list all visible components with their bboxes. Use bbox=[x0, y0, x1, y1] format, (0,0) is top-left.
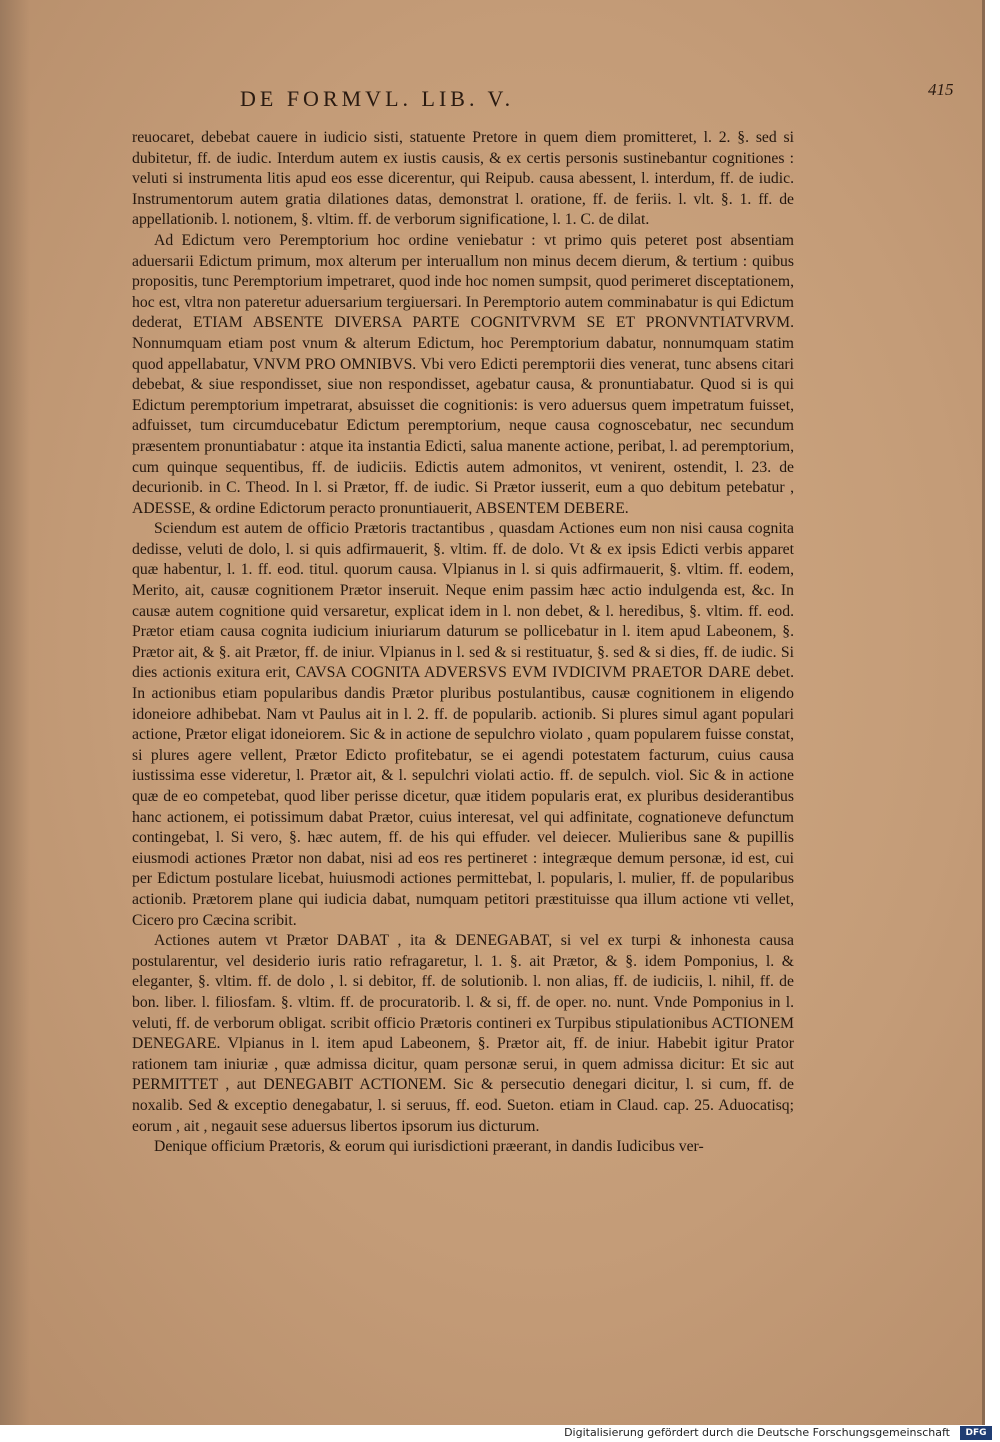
running-title: DE FORMVL. LIB. V. bbox=[240, 86, 515, 111]
paragraph: Denique officium Prætoris, & eorum qui iurisdictioni præerant, in dandis Iudicibus ver- bbox=[154, 1138, 704, 1156]
dfg-logo-icon: DFG bbox=[960, 1426, 992, 1440]
funding-credit: Digitalisierung gefördert durch die Deutsche Forschungsgemeinschaft bbox=[564, 1426, 950, 1439]
paragraph: Sciendum est autem de officio Prætoris tractantibus , quasdam Actiones eum non nisi causa cognita dedisse, veluti de dolo, l. si quis adfirmauerit, §. vltim. ff. de dolo. Vt & ex ipsis Edicti verbis apparet quæ habentur, l. 1. ff. eod. titul. quorum causa. Vlpianus in l. si quis adfirmauerit, §. vltim. ff. eodem, Merito, ait, causæ cognitionem Prætor inseruit. Neque enim passim hæc actio indulgenda est, &c. In causæ autem cognitione quid versaretur, explicat idem in l. non debet, & l. heredibus, §. vltim. ff. eod. Prætor etiam causa cognita iudicium iniuriarum daturum se pollicebatur in l. item apud Labeonem, §. Prætor ait, & §. ait Prætor, ff. de iniur. Vlpianus in l. sed & si restituatur, §. sed & si dies, ff. de iudic. Si dies actionis exitura erit, CAVSA COGNITA ADVERSVS EVM IVDICIVM PRAETOR DARE debet. In actionibus etiam popularibus dandis Prætor pluribus postulantibus, causæ cognitionem in eligendo idoneiore adhibebat. Nam vt Paulus ait in l. 2. ff. de popularib. actionib. Si plures simul agant populari actione, Prætor eligat idoneiorem. Sic & in actione de sepulchro violato , quam popularem fuisse constat, si plures agere vellent, Prætor Edicto profitebatur, se ei agendi potestatem facturum, cuius causa iustissima esse videretur, l. Prætor ait, & l. sepulchri violati actio. ff. de sepulch. viol. Sic & in actione quæ de eo competebat, quod liber perisse dicetur, quæ itidem popularis erat, ex pluribus desiderantibus hanc actionem, ei potissimum dabat Prætor, cuius interesat, vel qui adfinitate, cognationeve defunctum contingebat, l. Si vero, §. hæc autem, ff. de his qui effuder. vel deiecer. Mulieribus sane & pupillis eiusmodi actiones Prætor non dabat, nisi ad eos res pertineret : integræque demum personæ, id est, cui per Edictum postulare licebat, huiusmodi actiones permittebat, l. popularis, l. mulier, ff. de popularibus actionib. Prætorem plane qui iudicia dabat, numquam petitori præstituisse qua illum actione vti vellet, Cicero pro Cæcina scribit. bbox=[132, 520, 794, 929]
page-header bbox=[0, 78, 982, 111]
paragraph: Actiones autem vt Prætor DABAT , ita & DENEGABAT, si vel ex turpi & inhonesta causa postularentur, vel desiderio iuris ratio refragaretur, l. 1. §. ait Prætor, & §. idem Pomponius, l. & eleganter, §. vltim. ff. de dolo , l. si debitor, ff. de solutionib. l. non alias, ff. de iudiciis, l. nihil, ff. de bon. liber. l. filiosfam. §. vltim. ff. de procuratorib. l. & si, ff. de oper. no. nunt. Vnde Pomponius in l. veluti, ff. de verborum obligat. scribit officio Prætoris contineri ex Turpibus stipulationibus ACTIONEM DENEGARE. Vlpianus in l. item apud Labeonem, §. Prætor ait, ff. de iniur. Habebit igitur Prator rationem tam iniuriæ , quæ admissa dicitur, quam personæ serui, in quem admissa dicitur: Et sic aut PERMITTET , aut DENEGABIT ACTIONEM. Sic & persecutio denegari dicitur, l. si cum, ff. de noxalib. Sed & exceptio denegabatur, l. si seruus, ff. eod. Sueton. etiam in Claud. cap. 25. Aduocatisq; eorum , ait , negauit sese aduersus libertos ipsorum ius dicturum. bbox=[132, 932, 794, 1135]
page-number: 415 bbox=[928, 80, 954, 99]
footer-bar bbox=[0, 1425, 1000, 1442]
paragraph: reuocaret, debebat cauere in iudicio sisti, statuente Pretore in quem diem promitteret, l. 2. §. sed si dubitetur, ff. de iudic. Interdum autem ex iustis causis, & ex certis personis sustinebantur cognitiones : veluti si instrumenta litis apud eos esse dicerentur, qui Reipub. causa abessent, l. interdum, ff. de iudic. Instrumentorum autem gratia dilationes datas, demonstrat l. oratione, ff. de feriis. l. vlt. §. 1. ff. de appellationib. l. notionem, §. vltim. ff. de verborum significatione, l. 1. C. de dilat. bbox=[132, 129, 794, 229]
paragraph: Ad Edictum vero Peremptorium hoc ordine veniebatur : vt primo quis peteret post absentiam aduersarii Edictum primum, mox alterum per interuallum non minus decem dierum, & tertium : quibus propositis, tunc Peremptorium impetraret, quod inde hoc nomen sumpsit, quod perimeret disceptationem, hoc est, vltra non pateretur aduersarium tergiuersari. In Peremptorio autem comminabatur is qui Edictum dederat, ETIAM ABSENTE DIVERSA PARTE COGNITVRVM SE ET PRONVNTIATVRVM. Nonnumquam etiam post vnum & alterum Edictum, hoc Peremptorium dabatur, nonnumquam statim quod appellabatur, VNVM PRO OMNIBVS. Vbi vero Edicti peremptorii dies venerat, tunc absens citari debebat, & siue respondisset, siue non respondisset, agebatur causa, & pronuntiabatur. Quod si is qui Edictum peremptorium impetrarat, absuisset die cognitionis: is vero aduersus quem impetratum fuisset, adfuisset, tum circumducebatur Edictum peremptorium, neque causa cognoscebatur, nec secundum præsentem pronuntiabatur : atque ita instantia Edicti, salua manente actione, peribat, l. ad peremptorium, cum quinque sequentibus, ff. de iudiciis. Edictis autem admonitos, vt venirent, ostendit, l. 23. de decurionib. in C. Theod. In l. si Prætor, ff. de iudic. Si Prætor iusserit, eum a quo debitum petebatur , ADESSE, & ordine Edictorum peracto pronuntiauerit, ABSENTEM DEBERE. bbox=[132, 231, 794, 517]
body-text bbox=[132, 128, 794, 1158]
